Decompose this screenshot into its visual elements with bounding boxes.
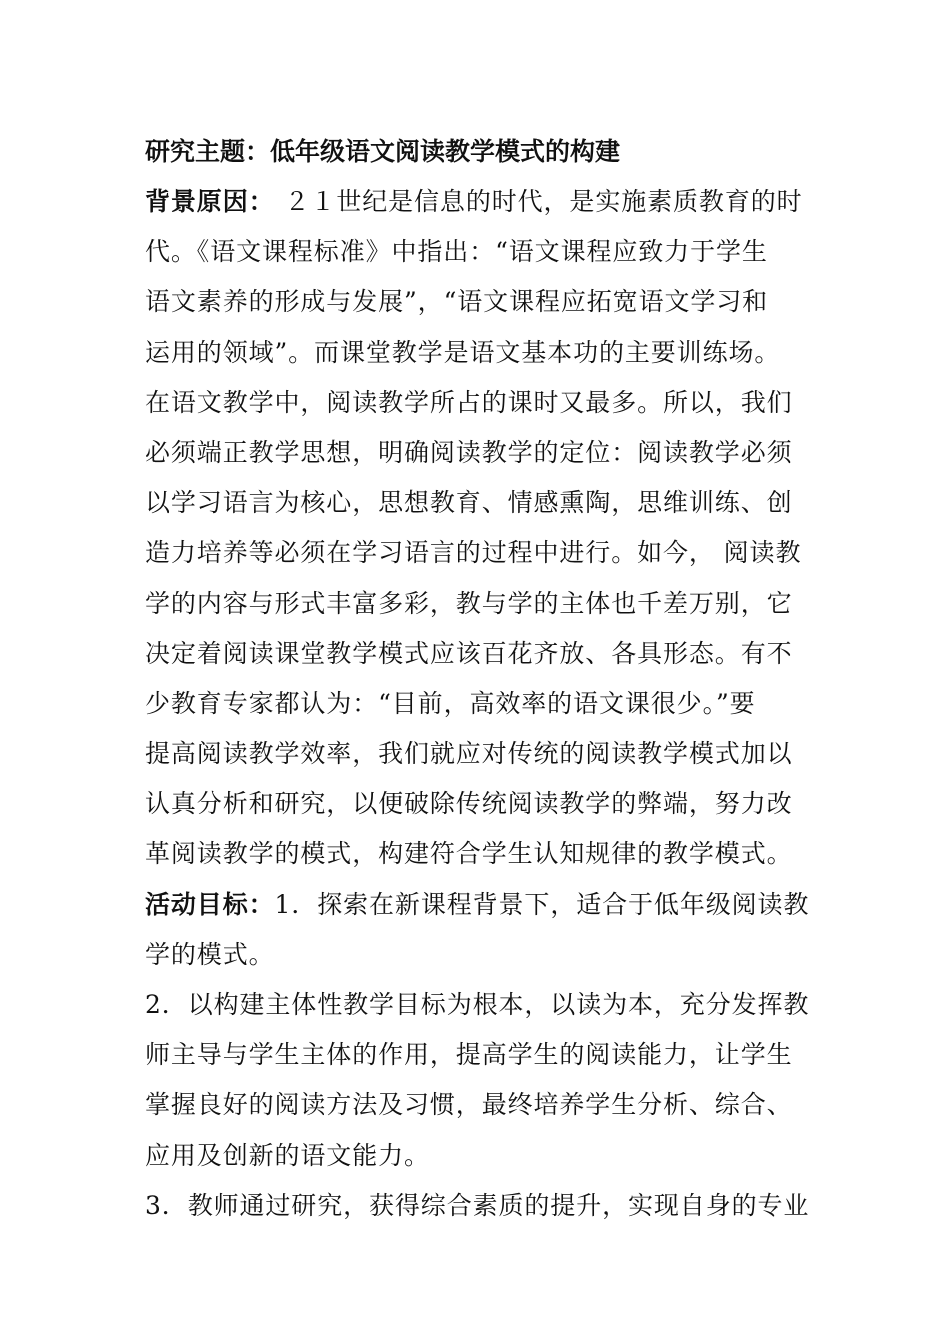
- background-line: 以学习语言为核心，思想教育、情感熏陶，思维训练、创: [145, 488, 793, 518]
- background-line: 语文素养的形成与发展”，“语文课程应拓宽语文学习和: [145, 287, 769, 317]
- goals-line: 2．以构建主体性教学目标为根本，以读为本，充分发挥教: [145, 990, 810, 1019]
- background-line: 学的内容与形式丰富多彩，教与学的主体也千差万别，它: [145, 588, 793, 618]
- background-line: [145, 177, 807, 227]
- document-page: [145, 127, 810, 1231]
- background-line: 代。《语文课程标准》中指出：“语文课程应致力于学生: [145, 237, 768, 267]
- research-topic-label: 研究主题：: [145, 137, 271, 166]
- background-line: 运用的领域”。而课堂教学是语文基本功的主要训练场。: [145, 337, 781, 367]
- background-label: 背景原因：: [145, 187, 275, 216]
- goals-line: 应用及创新的语文能力。: [145, 1140, 430, 1170]
- background-line: 革阅读教学的模式，构建符合学生认知规律的教学模式。: [145, 839, 793, 869]
- background-line: 决定着阅读课堂教学模式应该百花齐放、各具形态。有不: [145, 638, 793, 668]
- research-topic-text: 低年级语文阅读教学模式的构建: [270, 137, 621, 166]
- goals-line: 师主导与学生主体的作用，提高学生的阅读能力，让学生: [145, 1040, 793, 1070]
- research-topic: [145, 127, 807, 177]
- background-line: 认真分析和研究，以便破除传统阅读教学的弊端，努力改: [145, 789, 793, 819]
- background-line: 提高阅读教学效率，我们就应对传统的阅读教学模式加以: [145, 739, 793, 769]
- background-line: 必须端正教学思想，明确阅读教学的定位：阅读教学必须: [145, 437, 793, 467]
- goals-line: [145, 880, 810, 930]
- goals-label: 活动目标：: [145, 889, 275, 919]
- goals-line: 学的模式。: [145, 939, 275, 969]
- goals-text: 1．探索在新课程背景下，适合于低年级阅读教: [274, 889, 810, 919]
- goals-line: 3．教师通过研究，获得综合素质的提升，实现自身的专业: [145, 1190, 810, 1220]
- background-line: 少教育专家都认为：“目前，高效率的语文课很少。”要: [145, 688, 756, 718]
- background-line: 造力培养等必须在学习语言的过程中进行。如今， 阅读教: [145, 538, 802, 568]
- background-line: 在语文教学中，阅读教学所占的课时又最多。所以，我们: [145, 387, 793, 417]
- background-text: ２１世纪是信息的时代，是实施素质教育的时: [284, 187, 803, 216]
- goals-line: 掌握良好的阅读方法及习惯，最终培养学生分析、综合、: [145, 1090, 793, 1120]
